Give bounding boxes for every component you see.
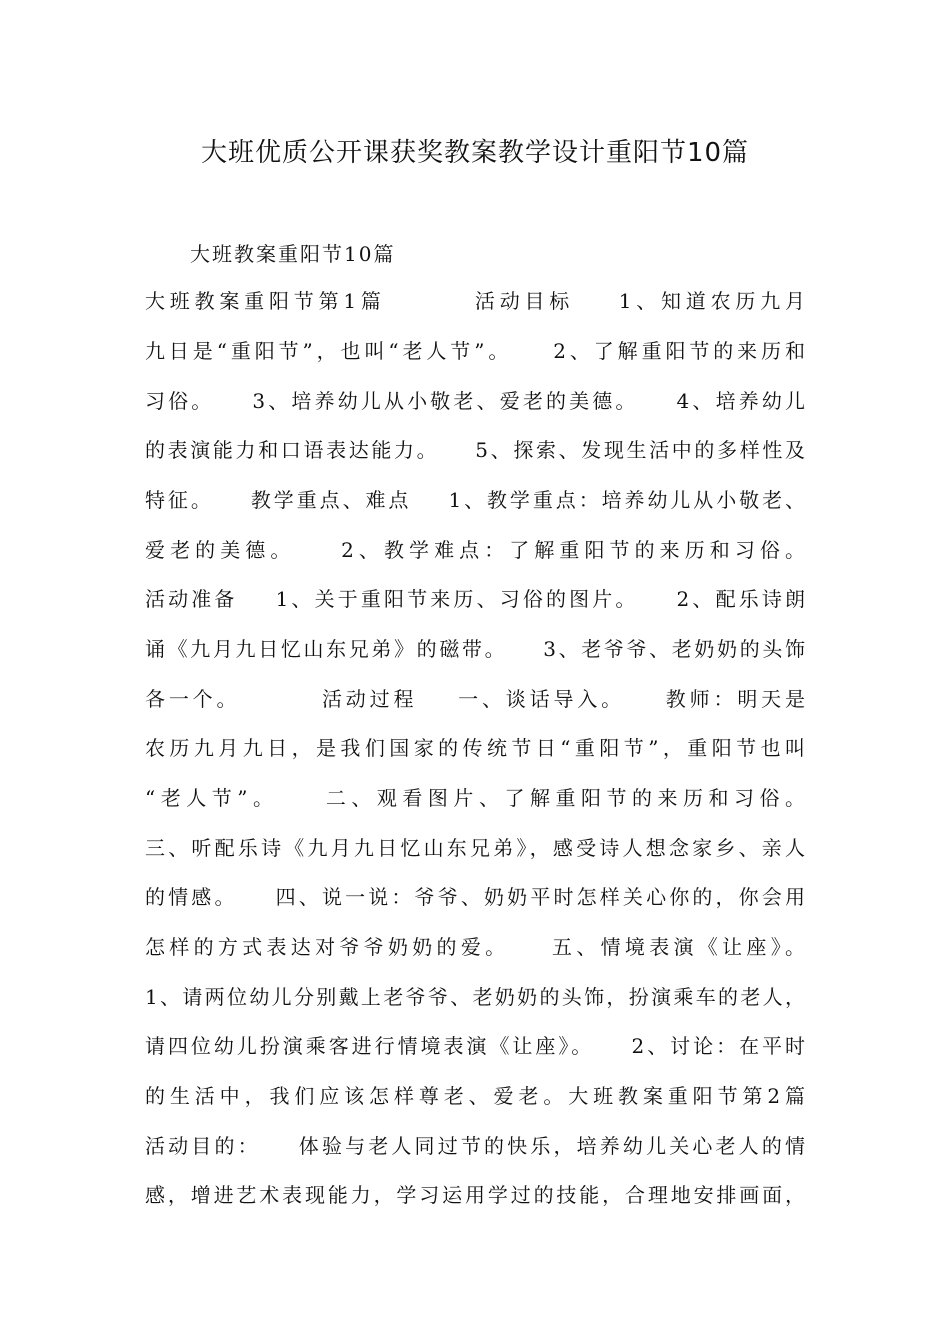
body-line: 活动准备 1、关于重阳节来历、习俗的图片。 2、配乐诗朗	[145, 587, 805, 611]
body-line: 大班教案重阳节第1篇 活动目标 1、知道农历九月	[145, 289, 805, 313]
body-line: 习俗。 3、培养幼儿从小敬老、爱老的美德。 4、培养幼儿	[145, 389, 805, 413]
body-line: 感，增进艺术表现能力，学习运用学过的技能，合理地安排画面，	[145, 1183, 805, 1207]
body-line: 各一个。 活动过程 一、谈话导入。 教师：明天是	[145, 687, 805, 711]
body-line: 1、请两位幼儿分别戴上老爷爷、老奶奶的头饰，扮演乘车的老人，	[145, 985, 805, 1009]
document-subtitle: 大班教案重阳节10篇	[190, 242, 396, 266]
body-line: 的生活中，我们应该怎样尊老、爱老。大班教案重阳节第2篇	[145, 1084, 805, 1108]
body-line: 诵《九月九日忆山东兄弟》的磁带。 3、老爷爷、老奶奶的头饰	[145, 637, 805, 661]
body-line: 爱老的美德。 2、教学难点：了解重阳节的来历和习俗。	[145, 538, 805, 562]
body-line: 活动目的： 体验与老人同过节的快乐，培养幼儿关心老人的情	[145, 1134, 805, 1158]
body-line: 请四位幼儿扮演乘客进行情境表演《让座》。 2、讨论：在平时	[145, 1034, 805, 1058]
body-line: 农历九月九日，是我们国家的传统节日“重阳节”，重阳节也叫	[145, 736, 805, 760]
body-line: 三、听配乐诗《九月九日忆山东兄弟》，感受诗人想念家乡、亲人	[145, 836, 805, 860]
body-line: 怎样的方式表达对爷爷奶奶的爱。 五、情境表演《让座》。	[145, 935, 805, 959]
body-line: 特征。 教学重点、难点 1、教学重点：培养幼儿从小敬老、	[145, 488, 805, 512]
document-title: 大班优质公开课获奖教案教学设计重阳节10篇	[200, 138, 750, 168]
body-line: 的情感。 四、说一说：爷爷、奶奶平时怎样关心你的，你会用	[145, 885, 805, 909]
body-line: 九日是“重阳节”，也叫“老人节”。 2、了解重阳节的来历和	[145, 339, 805, 363]
body-line: “老人节”。 二、观看图片、了解重阳节的来历和习俗。	[145, 786, 805, 810]
body-line: 的表演能力和口语表达能力。 5、探索、发现生活中的多样性及	[145, 438, 805, 462]
